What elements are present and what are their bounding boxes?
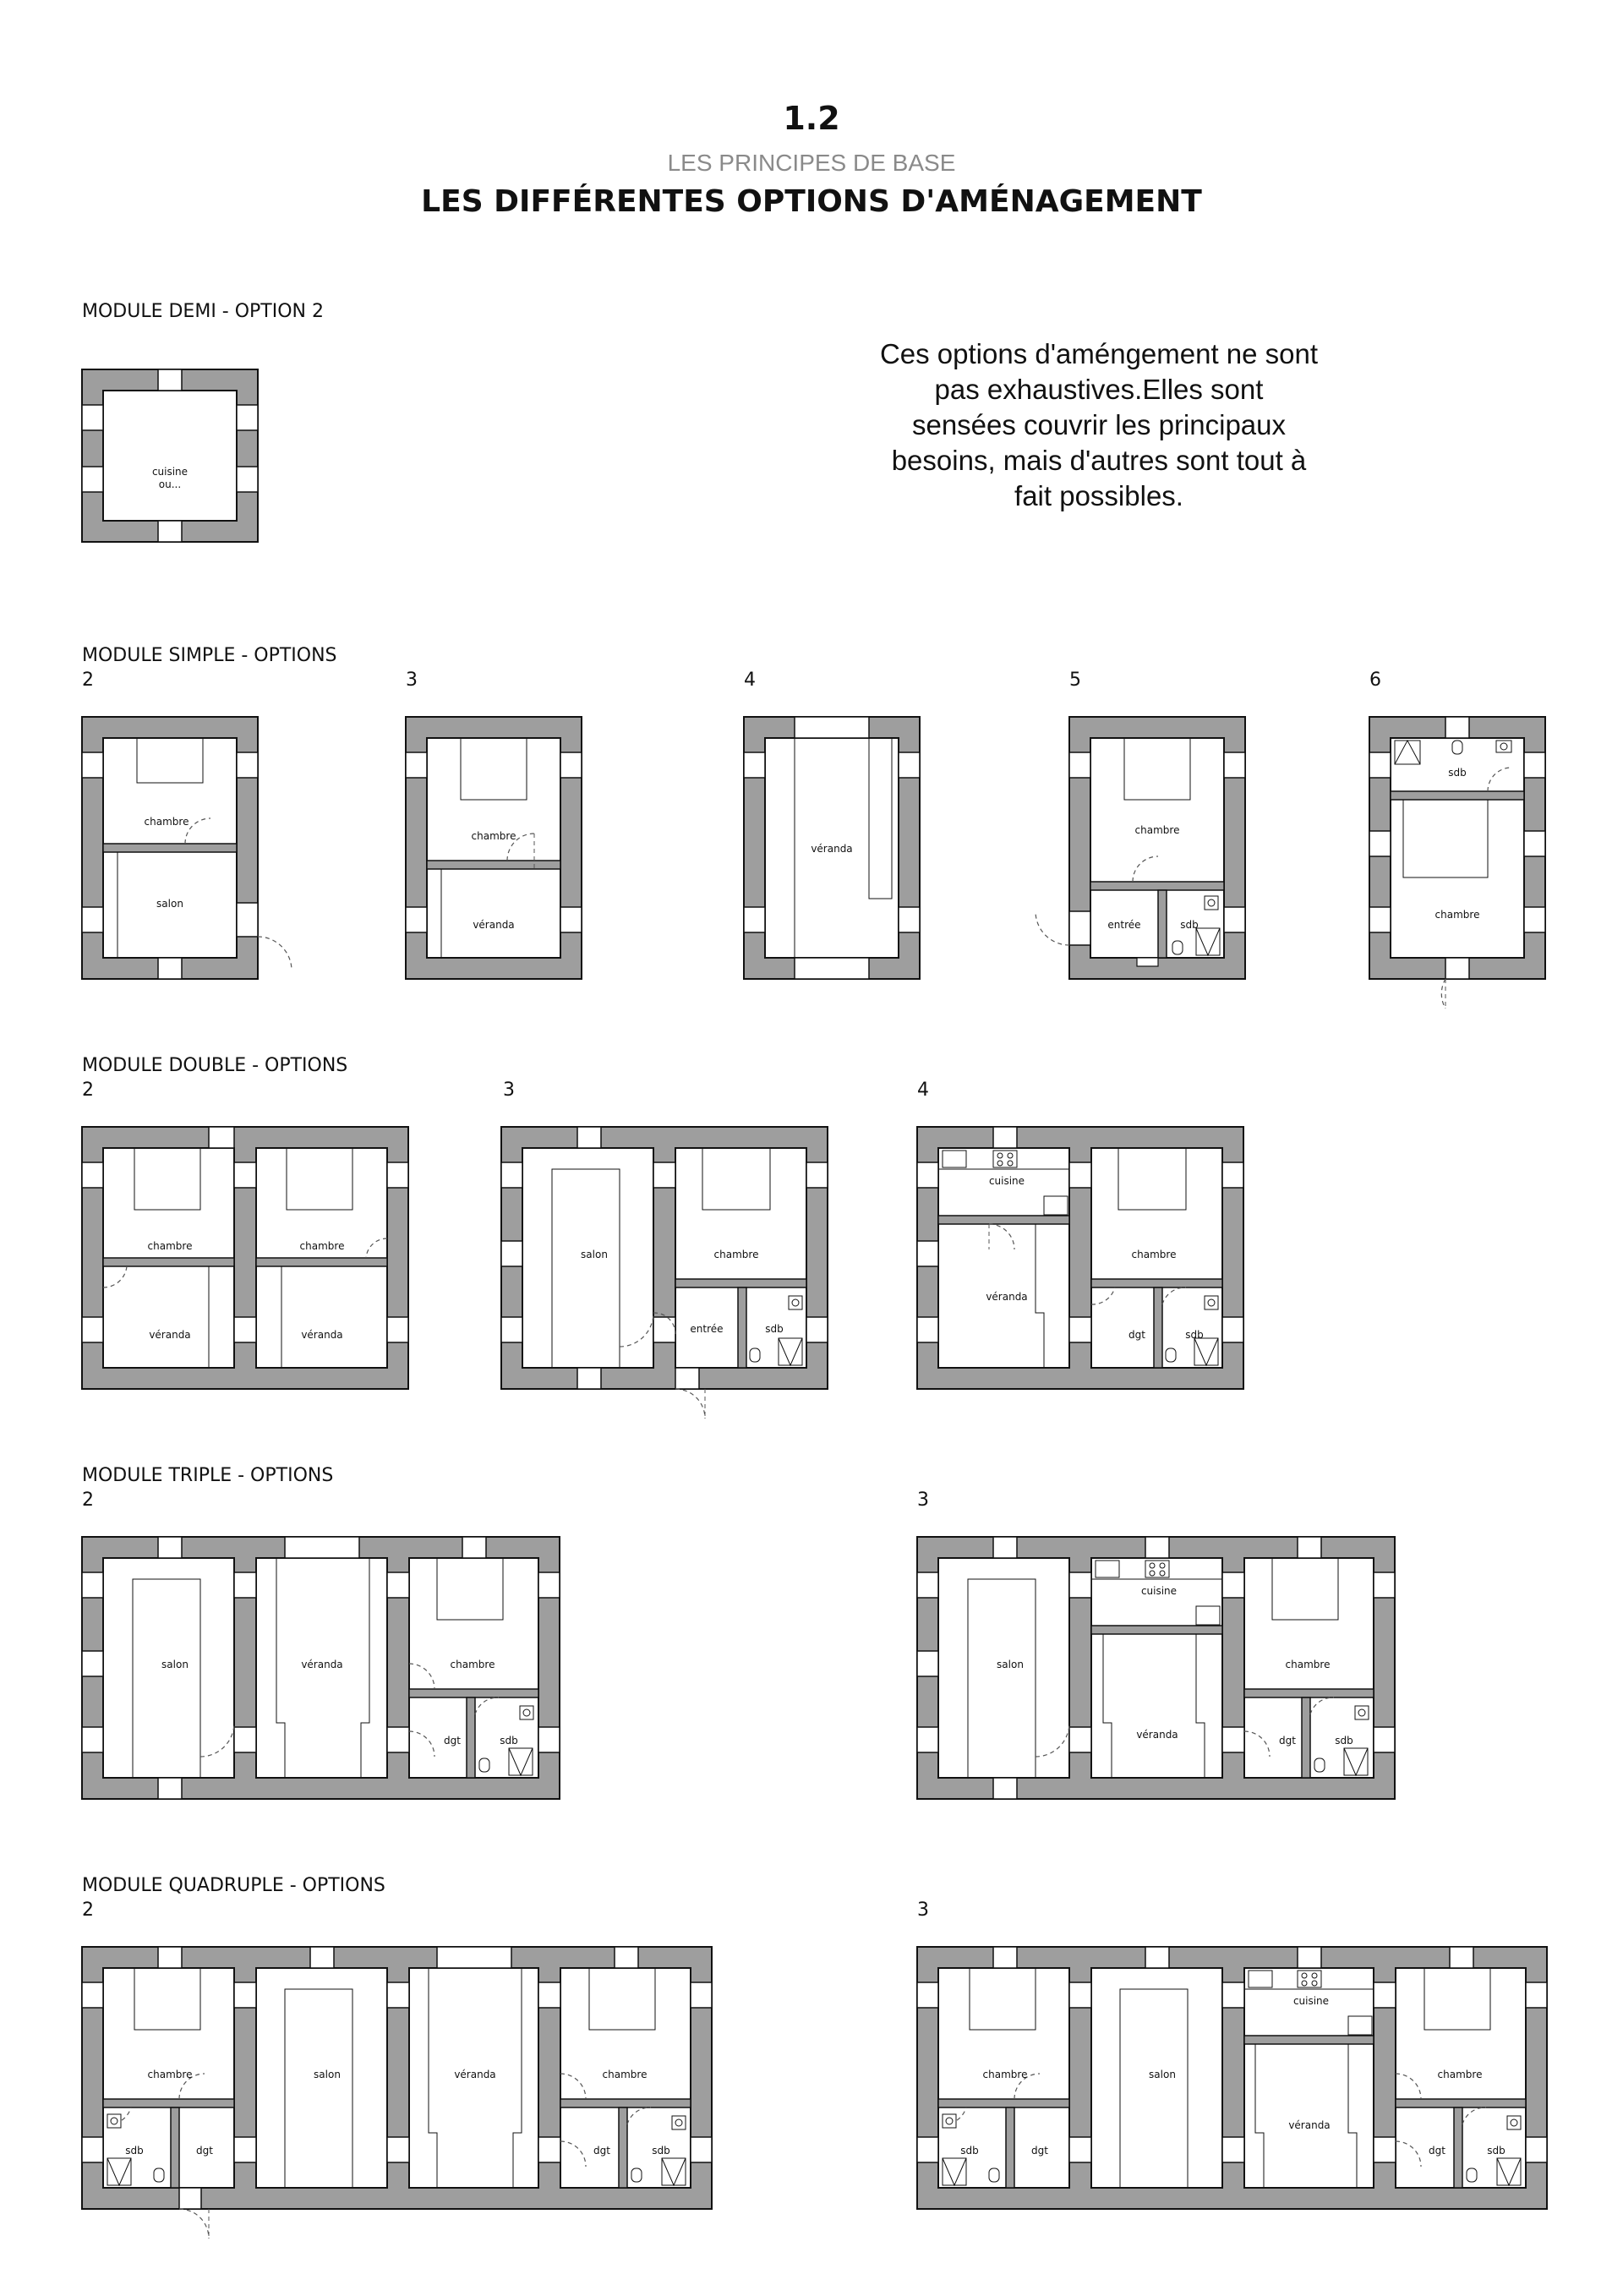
room-label: chambre (982, 2069, 1028, 2080)
room-label: chambre (602, 2069, 648, 2080)
room-label: véranda (986, 1291, 1028, 1303)
section-subtitle: LES PRINCIPES DE BASE (667, 150, 956, 176)
room-label: dgt (1279, 1735, 1296, 1747)
option-number: 3 (503, 1080, 515, 1101)
room-label: cuisine (151, 466, 189, 478)
room-label: chambre (1285, 1659, 1331, 1670)
heading-module-quadruple: MODULE QUADRUPLE - OPTIONS (82, 1875, 385, 1896)
floor-plan-quadruple-3 (917, 1947, 1551, 2217)
room-label: salon (1149, 2069, 1176, 2080)
floor-plan-double-4 (917, 1127, 1247, 1397)
room-label: chambre (144, 816, 189, 828)
room-label: véranda (1136, 1729, 1178, 1741)
room-label: cuisine (988, 1175, 1025, 1187)
heading-module-double: MODULE DOUBLE - OPTIONS (82, 1055, 348, 1076)
room-label: chambre (450, 1659, 495, 1670)
option-number: 4 (744, 670, 756, 691)
section-title: LES DIFFÉRENTES OPTIONS D'AMÉNAGEMENT (421, 184, 1202, 219)
option-number: 3 (917, 1490, 929, 1511)
room-label: véranda (301, 1329, 343, 1341)
option-number: 2 (82, 670, 94, 691)
room-label: salon (997, 1659, 1024, 1670)
room-label: chambre (1131, 1249, 1177, 1260)
floor-plan-double-3 (501, 1127, 831, 1431)
room-label: dgt (444, 1735, 461, 1747)
room-label: salon (161, 1659, 189, 1670)
room-label: entrée (1107, 919, 1141, 931)
room-label: véranda (149, 1329, 191, 1341)
room-label: sdb (1185, 1329, 1204, 1341)
floor-plan-simple-6 (1369, 717, 1547, 1021)
room-label: ou... (158, 478, 182, 490)
room-label: véranda (454, 2069, 496, 2080)
floor-plan-simple-5 (1031, 717, 1251, 987)
room-label: chambre (147, 1240, 193, 1252)
room-label: cuisine (1140, 1585, 1178, 1597)
room-label: salon (581, 1249, 608, 1260)
room-label: salon (156, 898, 183, 910)
option-number: 2 (82, 1900, 94, 1921)
floor-plan-simple-3 (406, 717, 583, 987)
room-label: sdb (1335, 1735, 1353, 1747)
room-label: dgt (1128, 1329, 1145, 1341)
room-label: sdb (960, 2145, 979, 2157)
room-label: dgt (196, 2145, 213, 2157)
option-number: 3 (917, 1900, 929, 1921)
room-label: sdb (1448, 767, 1467, 779)
room-label: dgt (593, 2145, 610, 2157)
room-label: chambre (1134, 824, 1180, 836)
room-label: véranda (301, 1659, 343, 1670)
room-label: sdb (1487, 2145, 1506, 2157)
heading-module-triple: MODULE TRIPLE - OPTIONS (82, 1465, 334, 1486)
room-label: chambre (299, 1240, 345, 1252)
room-label: dgt (1429, 2145, 1445, 2157)
option-number: 4 (917, 1080, 929, 1101)
floor-plan-double-2 (82, 1127, 412, 1397)
room-label: véranda (1288, 2119, 1331, 2131)
room-label: chambre (147, 2069, 193, 2080)
room-label: sdb (652, 2145, 670, 2157)
room-label: sdb (500, 1735, 518, 1747)
option-number: 5 (1069, 670, 1081, 691)
room-label: sdb (125, 2145, 144, 2157)
option-number: 2 (82, 1490, 94, 1511)
floor-plan-simple-4 (744, 717, 921, 987)
floor-plan-quadruple-2 (82, 1947, 716, 2251)
room-label: dgt (1031, 2145, 1048, 2157)
room-label: chambre (1437, 2069, 1483, 2080)
floor-plan-triple-2 (82, 1537, 564, 1807)
option-number: 6 (1369, 670, 1381, 691)
floor-plan-simple-2 (82, 717, 302, 987)
room-label: chambre (713, 1249, 759, 1260)
room-label: sdb (1180, 919, 1199, 931)
option-number: 2 (82, 1080, 94, 1101)
room-label: entrée (690, 1323, 724, 1335)
room-label: chambre (1434, 909, 1480, 921)
room-label: véranda (473, 919, 515, 931)
room-label: chambre (471, 830, 516, 842)
floor-plan-triple-3 (917, 1537, 1399, 1807)
heading-module-demi: MODULE DEMI - OPTION 2 (82, 301, 324, 322)
intro-text: Ces options d'améngement ne sont pas exhaustives.Elles sont sensées couvrir les principaux besoins, mais d'autres sont tout à fait possibles. (879, 338, 1319, 511)
section-number: 1.2 (783, 100, 840, 137)
option-number: 3 (406, 670, 418, 691)
room-label: salon (314, 2069, 341, 2080)
room-label: cuisine (1292, 1995, 1330, 2007)
heading-module-simple: MODULE SIMPLE - OPTIONS (82, 645, 337, 666)
floor-plan-demi (82, 369, 260, 547)
room-label: véranda (811, 843, 853, 855)
room-label: sdb (765, 1323, 784, 1335)
